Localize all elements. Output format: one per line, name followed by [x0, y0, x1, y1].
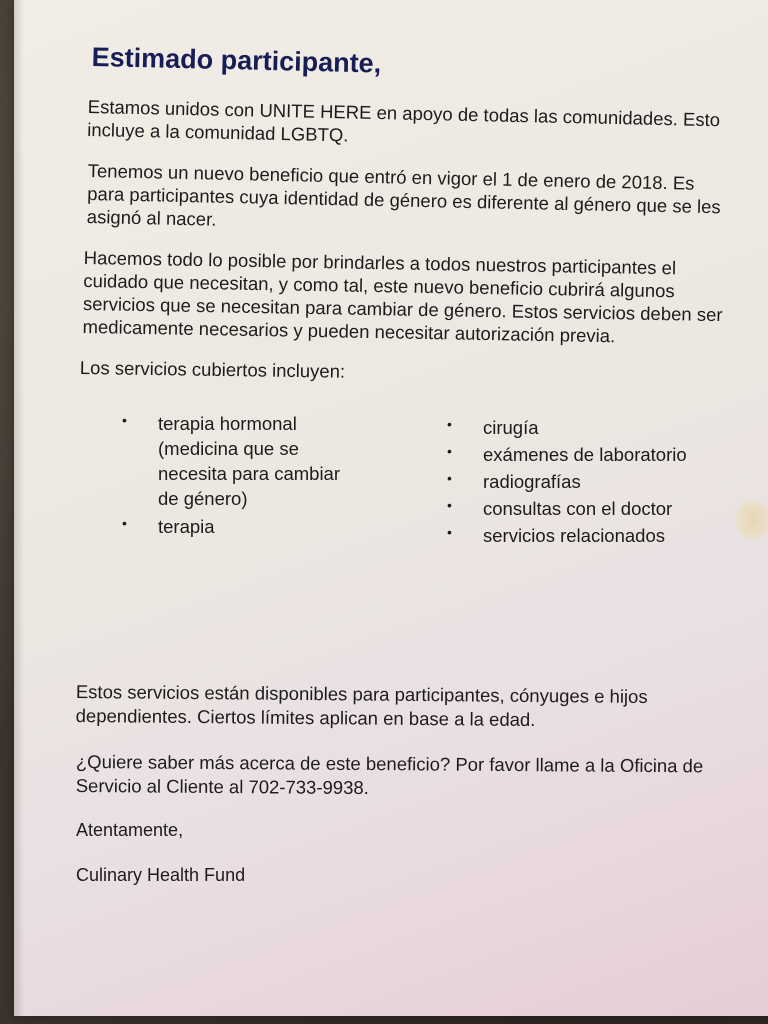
- paper-stain: [736, 500, 768, 540]
- services-intro: Los servicios cubiertos incluyen:: [79, 356, 346, 382]
- list-item: [122, 514, 352, 539]
- service-label: cirugía: [483, 417, 539, 438]
- letter-footer: [76, 680, 746, 886]
- service-label: exámenes de laboratorio: [483, 444, 687, 465]
- paper-fold-shadow: [14, 0, 24, 1016]
- service-label: terapia: [158, 516, 215, 537]
- letter-body: [72, 42, 732, 567]
- bullet-icon: •: [122, 412, 127, 428]
- signature-text: Culinary Health Fund: [76, 865, 246, 885]
- list-item: [122, 411, 352, 511]
- closing-text: Atentamente,: [76, 820, 184, 840]
- covered-services: [72, 397, 732, 567]
- list-item: [447, 496, 727, 521]
- list-item: [447, 469, 727, 494]
- bullet-icon: •: [122, 515, 127, 531]
- service-label: servicios relacionados: [483, 525, 666, 546]
- bullet-icon: •: [447, 497, 452, 513]
- list-item: [447, 523, 727, 548]
- bullet-icon: •: [447, 416, 452, 432]
- paragraph-unite-here: Estamos unidos con UNITE HERE en apoyo de todas las comunidades. Esto incluye a la comunidad LGBTQ.: [87, 95, 721, 146]
- bullet-icon: •: [447, 443, 452, 459]
- service-label: radiografías: [483, 471, 581, 492]
- service-label: terapia hormonal (medicina que se necesita para cambiar de género): [158, 413, 341, 509]
- paragraph-contact: ¿Quiere saber más acerca de este beneficio? Por favor llame a la Oficina de Servicio al Cliente al 702-733-9938.: [75, 751, 704, 799]
- greeting-heading: Estimado participante,: [91, 42, 382, 79]
- paragraph-coverage: Hacemos todo lo posible por brindarles a todos nuestros participantes el cuidado que necesitan, y como tal, este nuevo beneficio cubrirá algunos servicios que se necesitan para cambiar de género. Estos servicios deben ser medicamente necesarios y pueden necesitar autorización previa.: [82, 246, 723, 347]
- bullet-icon: •: [447, 470, 452, 486]
- paragraph-eligibility: Estos servicios están disponibles para participantes, cónyuges e hijos dependientes. Ciertos límites aplican en base a la edad.: [75, 680, 648, 731]
- service-label: consultas con el doctor: [483, 498, 673, 519]
- services-list-left: [122, 411, 352, 542]
- list-item: [447, 442, 727, 467]
- list-item: [447, 415, 727, 440]
- paragraph-new-benefit: Tenemos un nuevo beneficio que entró en vigor el 1 de enero de 2018. Es para participantes cuya identidad de género es diferente al género que se les asignó al nacer.: [86, 159, 721, 230]
- services-list-right: [447, 415, 727, 550]
- bullet-icon: •: [447, 524, 452, 540]
